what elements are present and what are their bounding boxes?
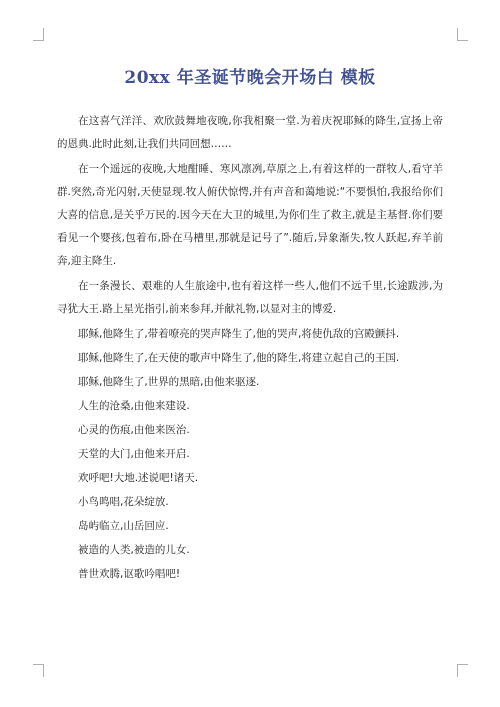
page-corner-mark-top-left xyxy=(33,28,44,41)
paragraph-opening: 在这喜气洋洋、欢欣鼓舞地夜晚,你我相聚一堂.为着庆祝耶稣的降生,宣扬上帝的恩典.此时此刻,让我们共同回想…… xyxy=(57,115,443,150)
document-title: 20xx 年圣诞节晚会开场白 模板 xyxy=(124,68,376,88)
page-corner-mark-bottom-left xyxy=(33,664,44,677)
verse-line: 心灵的伤痕,由他来医治. xyxy=(78,424,190,436)
verse-line: 天堂的大门,由他来开启. xyxy=(78,448,190,460)
verse-line: 被造的人类,被造的儿女. xyxy=(78,544,190,556)
verse-line: 耶稣,他降生了,带着嘹亮的哭声降生了,他的哭声,将使仇敌的宫殿颤抖. xyxy=(78,328,400,340)
verse-line: 人生的沧桑,由他来建设. xyxy=(78,400,190,412)
page-corner-mark-top-right xyxy=(457,28,468,41)
paragraph-shepherds: 在一个遥远的夜晚,大地酣睡、寒风凛冽,草原之上,有着这样的一群牧人,看守羊群.突然,奇光闪射,天使显现.牧人俯伏惊愕,并有声音和蔼地说:“不要惧怕,我报给你们大喜的信息,是关乎万民的.因今天在大卫的城里,为你们生了救主,就是主基督.你们要看见一个婴孩,包着布,卧在马槽里,那就是记号了”.随后,异象渐失,牧人跃起,弃羊前奔,迎主降生. xyxy=(57,163,444,267)
verse-line: 普世欢腾,讴歌吟唱吧! xyxy=(78,568,181,580)
verse-line: 欢呼吧!大地.述说吧!诸天. xyxy=(78,472,199,484)
verse-line: 小鸟鸣唱,花朵绽放. xyxy=(78,496,169,508)
verse-line: 岛屿临立,山岳回应. xyxy=(78,520,169,532)
document-body xyxy=(57,110,443,587)
verse-line: 耶稣,他降生了,世界的黑暗,由他来驱逐. xyxy=(78,376,260,388)
paragraph-wise-men: 在一条漫长、艰难的人生旅途中,也有着这样一些人,他们不远千里,长途跋涉,为寻犹大王.路上星光指引,前来参拜,并献礼物,以显对主的博爱. xyxy=(57,280,443,315)
verse-line: 耶稣,他降生了,在天使的歌声中降生了,他的降生,将建立起自己的王国. xyxy=(78,352,400,364)
page-corner-mark-bottom-right xyxy=(457,664,468,677)
